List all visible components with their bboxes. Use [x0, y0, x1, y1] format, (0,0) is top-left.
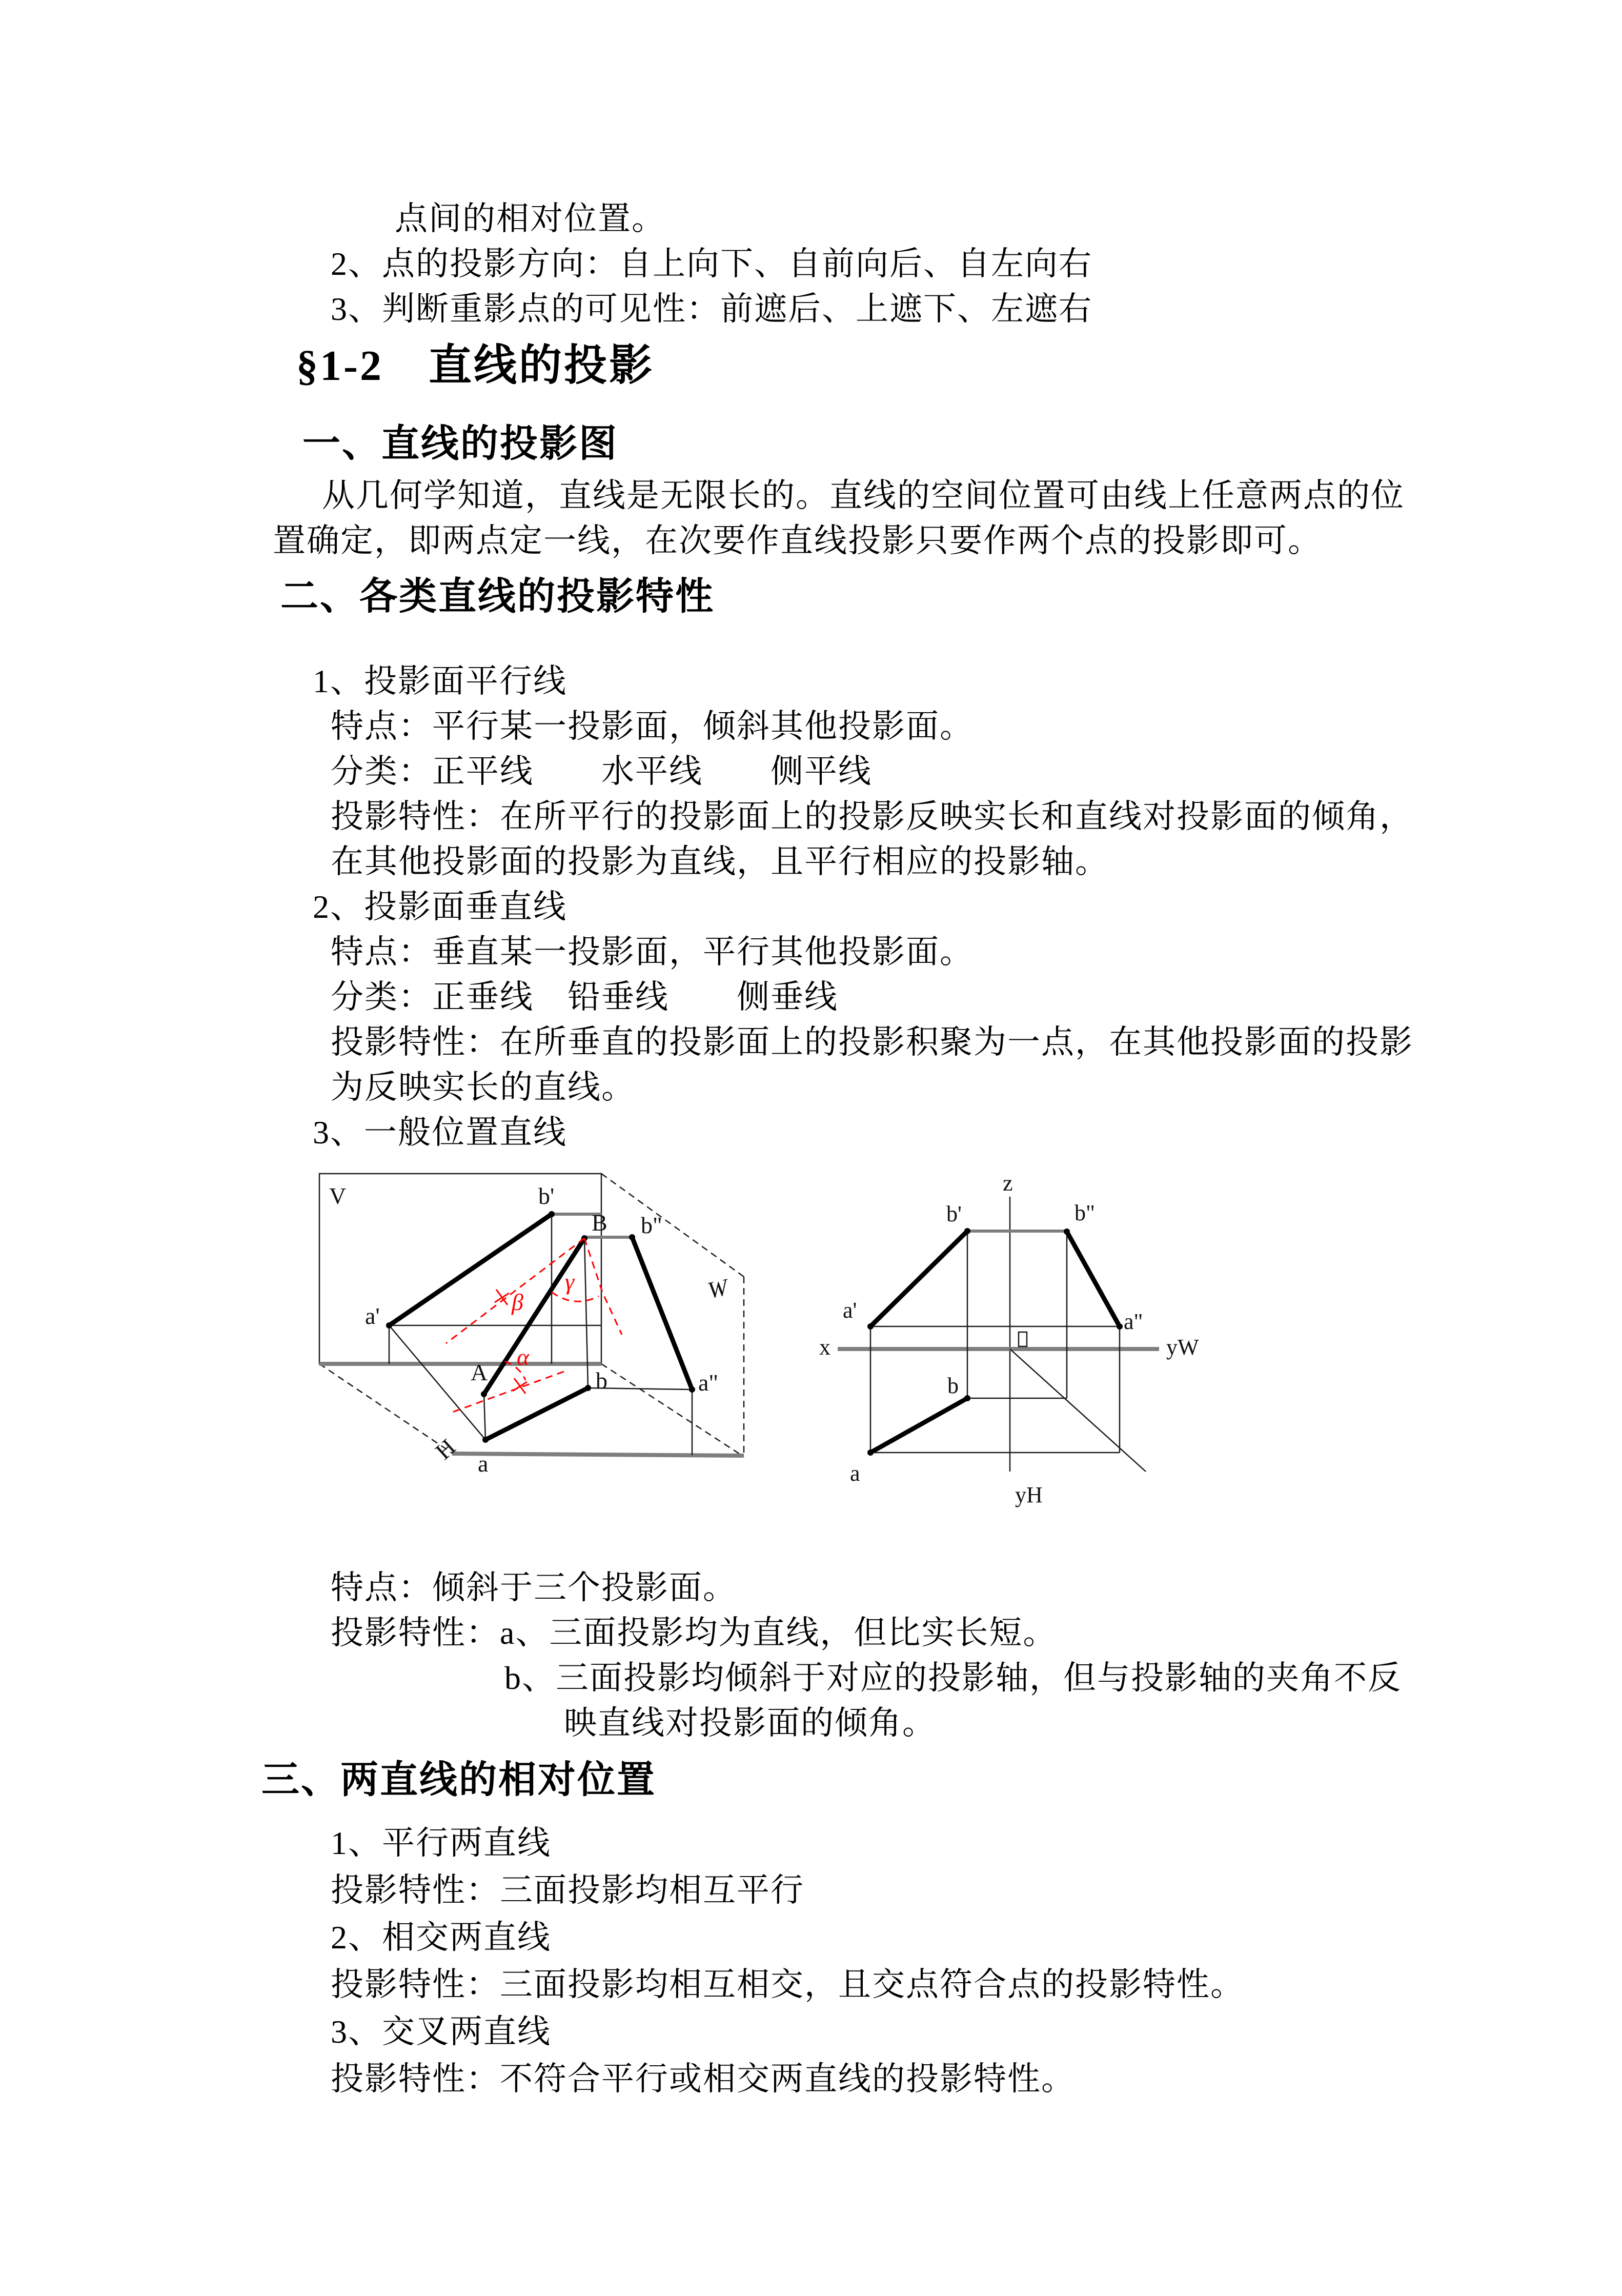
label-a-top: a: [850, 1461, 860, 1486]
text-line-18: 3、一般位置直线: [313, 1114, 567, 1151]
text-line-29: 投影特性：不符合平行或相交两直线的投影特性。: [331, 2061, 1075, 2097]
text-line-19: 特点：倾斜于三个投影面。: [331, 1569, 737, 1606]
label-axis-yh: yH: [1015, 1482, 1043, 1507]
label-a-front: a': [843, 1298, 857, 1323]
label-angle-gamma: γ: [565, 1268, 575, 1295]
text-line-0: 点间的相对位置。: [395, 200, 665, 237]
label-plane-w-icon: W: [705, 1274, 730, 1304]
subsection-heading-2: 二、各类直线的投影特性: [280, 576, 715, 618]
label-b-front: b': [946, 1201, 962, 1226]
figure-pictorial-projection: [267, 1143, 779, 1502]
label-B: B: [592, 1210, 607, 1236]
text-line-25: 投影特性：三面投影均相互平行: [331, 1872, 804, 1908]
label-a-side: a": [1124, 1309, 1143, 1334]
label-a-top: a: [478, 1451, 489, 1477]
text-line-20: 投影特性：a、三面投影均为直线，但比实长短。: [331, 1615, 1057, 1651]
label-axis-x: x: [819, 1335, 830, 1360]
label-b-side: b": [641, 1212, 662, 1238]
figure-orthographic-views: [789, 1143, 1353, 1554]
text-line-15: 分类：正垂线 铅垂线 侧垂线: [331, 979, 838, 1015]
axes: [838, 1197, 1159, 1472]
label-axis-yw: yW: [1166, 1335, 1199, 1360]
label-axis-z: z: [1003, 1171, 1013, 1196]
figure-right-labels: [819, 1171, 1199, 1507]
label-plane-h-icon: H: [430, 1434, 461, 1465]
text-line-14: 特点：垂直某一投影面，平行其他投影面。: [331, 934, 974, 970]
label-b-top: b: [947, 1373, 959, 1398]
text-line-27: 投影特性：三面投影均相互相交，且交点符合点的投影特性。: [331, 1966, 1244, 2003]
projection-segments: [870, 1231, 1120, 1453]
text-line-17: 为反映实长的直线。: [331, 1069, 635, 1105]
text-line-21: b、三面投影均倾斜于对应的投影轴，但与投影轴的夹角不反: [504, 1660, 1402, 1696]
origin-mark: [1019, 1332, 1027, 1346]
text-line-8: 1、投影面平行线: [313, 663, 567, 699]
text-line-11: 投影特性：在所平行的投影面上的投影反映实长和直线对投影面的倾角，: [331, 798, 1413, 835]
vertex-dots: [386, 1211, 695, 1443]
text-line-28: 3、交叉两直线: [331, 2013, 551, 2050]
subsection-heading-3: 三、两直线的相对位置: [261, 1759, 656, 1801]
section-heading-1-2: §1-2 直线的投影: [296, 342, 654, 390]
label-a-side: a": [698, 1369, 719, 1396]
text-line-26: 2、相交两直线: [331, 1919, 551, 1956]
label-A: A: [471, 1359, 488, 1385]
projection-connector-lines: [389, 1214, 692, 1455]
label-angle-alpha: α: [517, 1344, 530, 1370]
text-line-1: 2、点的投影方向：自上向下、自前向后、自左向右: [331, 246, 1092, 282]
construction-lines: [870, 1231, 1120, 1453]
text-line-2: 3、判断重影点的可见性：前遮后、上遮下、左遮右: [331, 291, 1092, 327]
label-plane-v-icon: V: [329, 1183, 347, 1209]
text-line-24: 1、平行两直线: [331, 1825, 551, 1861]
text-line-13: 2、投影面垂直线: [313, 889, 567, 925]
label-angle-beta: β: [512, 1289, 523, 1315]
projection-segments: [389, 1214, 692, 1440]
label-b-side: b": [1074, 1200, 1095, 1225]
text-line-10: 分类：正平线 水平线 侧平线: [331, 753, 872, 790]
label-b-top: b: [596, 1367, 607, 1394]
text-line-22: 映直线对投影面的倾角。: [564, 1705, 936, 1741]
label-a-front: a': [365, 1303, 380, 1329]
text-line-12: 在其他投影面的投影为直线，且平行相应的投影轴。: [331, 843, 1109, 880]
label-b-front: b': [538, 1183, 555, 1209]
text-line-5: 从几何学知道，直线是无限长的。直线的空间位置可由线上任意两点的位: [322, 477, 1405, 514]
text-line-16: 投影特性：在所垂直的投影面上的投影积聚为一点，在其他投影面的投影: [331, 1024, 1413, 1060]
subsection-heading-1: 一、直线的投影图: [302, 423, 618, 465]
text-line-6: 置确定，即两点定一线，在次要作直线投影只要作两个点的投影即可。: [273, 522, 1322, 559]
text-line-9: 特点：平行某一投影面，倾斜其他投影面。: [331, 708, 974, 744]
